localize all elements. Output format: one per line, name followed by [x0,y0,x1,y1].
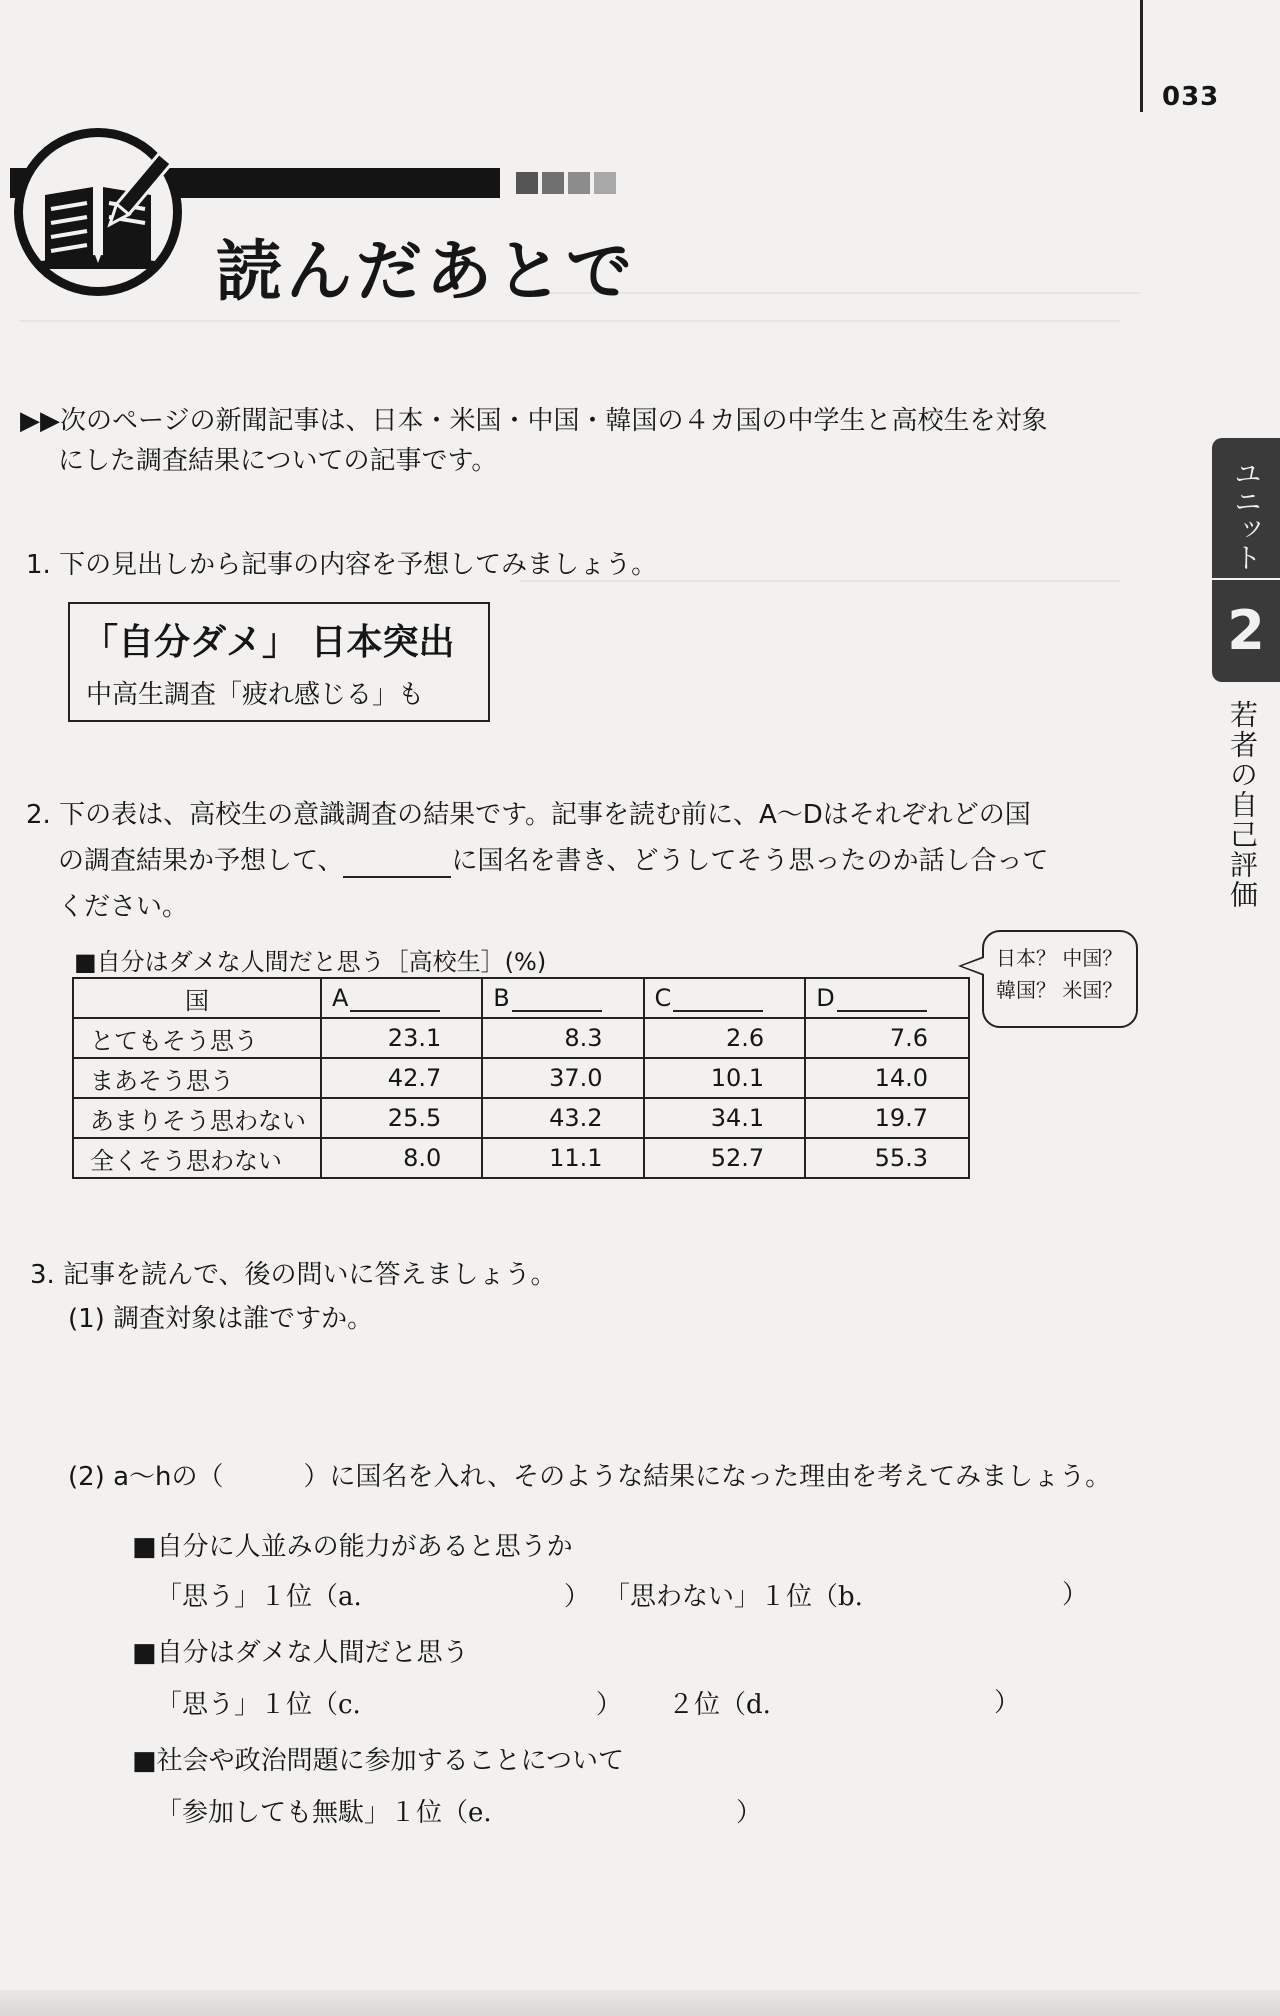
headline-sub: 中高生調査「疲れ感じる」も [86,680,425,710]
question-3-sub-1: (1) 調査対象は誰ですか。 [68,1304,374,1334]
item-3-title: ■社会や政治問題に参加することについて [132,1746,625,1776]
header-square [568,172,590,194]
intro-text: 次のページの新聞記事は、日本・米国・中国・韓国の４カ国の中学生と高校生を対象 [60,406,1048,436]
intro-line-1 [20,404,1047,438]
survey-table [72,977,970,1179]
header-square [542,172,564,194]
speech-bubble [982,930,1138,1028]
item-2-part-1-close: ） [596,1690,623,1720]
table-row [73,1098,969,1138]
item-2-part-2: ２位（d. [668,1690,771,1720]
table-header-row [73,978,969,1018]
table-cell: 43.2 [482,1098,643,1138]
item-1-part-1: 「思う」１位（a. [156,1582,362,1612]
row-label: とてもそう思う [73,1018,321,1058]
table-row [73,1058,969,1098]
table-cell: 8.3 [482,1018,643,1058]
header-emblem [14,128,182,296]
table-cell: 25.5 [321,1098,482,1138]
item-2-part-1: 「思う」１位（c. [156,1690,361,1720]
question-2-line-2 [58,844,1048,878]
bubble-line-1: 日本？ 中国？ [996,946,1123,970]
table-cell: 7.6 [805,1018,969,1058]
question-2-text: の調査結果か予想して、 [58,846,344,876]
page-bottom-edge [0,1990,1280,2016]
table-cell: 52.7 [644,1138,806,1178]
question-2-line-1: 2. 下の表は、高校生の意識調査の結果です。記事を読む前に、A～Dはそれぞれどの国 [26,800,1031,830]
table-header-c [644,978,806,1018]
item-3-part-1: 「参加しても無駄」１位（e. [156,1798,492,1828]
table-cell: 14.0 [805,1058,969,1098]
table-cell: 55.3 [805,1138,969,1178]
row-label: あまりそう思わない [73,1098,321,1138]
table-cell: 37.0 [482,1058,643,1098]
table-cell: 2.6 [644,1018,806,1058]
row-label: まあそう思う [73,1058,321,1098]
column-letter: D [816,984,835,1012]
bleed-through-line [20,320,1120,322]
table-cell: 19.7 [805,1098,969,1138]
table-header-d [805,978,969,1018]
question-3: 3. 記事を読んで、後の問いに答えましょう。 [30,1260,557,1290]
headline-main: 「自分ダメ」 日本突出 [82,621,455,663]
page-divider-line [1140,0,1143,112]
speech-bubble-tail-fill [962,958,984,974]
table-header-country: 国 [73,978,321,1018]
table-cell: 11.1 [482,1138,643,1178]
item-2-title: ■自分はダメな人間だと思う [132,1638,469,1668]
header-square [516,172,538,194]
country-blank[interactable] [350,990,440,1012]
page-number: 033 [1162,82,1220,112]
column-letter: A [332,984,349,1012]
table-cell: 34.1 [644,1098,806,1138]
item-1-part-1-close: ） [564,1582,591,1612]
table-header-b [482,978,643,1018]
unit-subtitle: 若者の自己評価 [1226,700,1259,910]
table-cell: 10.1 [644,1058,806,1098]
table-cell: 42.7 [321,1058,482,1098]
country-blank[interactable] [512,990,602,1012]
sub-2-text: ）に国名を入れ、そのような結果になった理由を考えてみましょう。 [303,1462,1112,1492]
table-cell: 23.1 [321,1018,482,1058]
question-3-sub-2 [68,1460,1111,1494]
table-header-a [321,978,482,1018]
item-2-part-2-close: ） [994,1688,1021,1718]
table-title: ■自分はダメな人間だと思う［高校生］(%) [74,948,547,976]
table-row [73,1138,969,1178]
item-1-title: ■自分に人並みの能力があると思うか [132,1532,573,1562]
question-2-line-3: ください。 [58,892,189,922]
open-book-pencil-icon [23,137,173,287]
unit-tab-label: ユニット [1212,438,1280,578]
unit-tab-number: 2 [1212,580,1280,682]
item-1-part-2: 「思わない」１位（b. [604,1582,863,1612]
header-square [594,172,616,194]
country-blank[interactable] [837,990,927,1012]
column-letter: B [493,984,510,1012]
item-3-part-1-close: ） [736,1798,763,1828]
country-blank[interactable] [343,852,451,878]
country-blank[interactable] [673,990,763,1012]
question-2-text: に国名を書き、どうしてそう思ったのか話し合って [451,846,1049,876]
page-title: 読んだあとで [216,233,636,310]
bubble-line-2: 韓国？ 米国？ [996,978,1123,1002]
intro-line-2: にした調査結果についての記事です。 [58,446,498,476]
column-letter: C [654,984,672,1012]
table-row [73,1018,969,1058]
table-cell: 8.0 [321,1138,482,1178]
item-1-part-2-close: ） [1062,1580,1089,1610]
sub-2-text: (2) a～hの（ [68,1462,224,1492]
play-marker-icon: ▶▶ [20,406,60,436]
row-label: 全くそう思わない [73,1138,321,1178]
question-1: 1. 下の見出しから記事の内容を予想してみましょう。 [26,550,658,580]
